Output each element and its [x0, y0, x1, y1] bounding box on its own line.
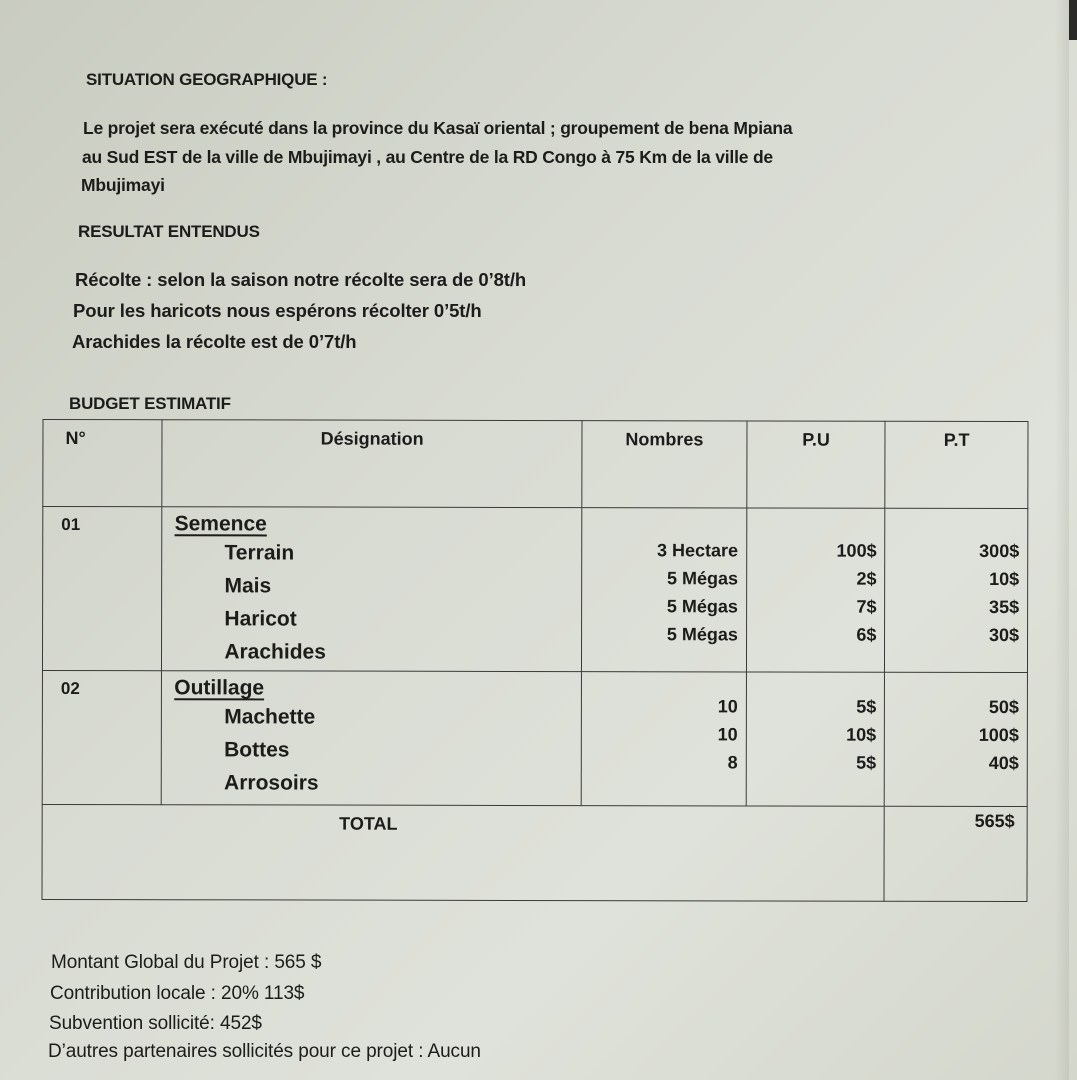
item-label: Bottes — [224, 738, 290, 762]
category-label: Outillage — [174, 676, 265, 700]
row-number: 02 — [42, 670, 162, 804]
total-value: 565$ — [884, 806, 1027, 901]
pu-value: 5$ — [856, 696, 877, 717]
col-header-pt: P.T — [885, 421, 1028, 508]
page-edge-fold — [1055, 0, 1069, 1080]
nombres-cell — [581, 672, 746, 806]
pt-value: 40$ — [988, 752, 1019, 774]
situation-line-3: Mbujimayi — [81, 175, 165, 195]
pu-value: 100$ — [836, 540, 877, 561]
table-row — [42, 670, 1027, 806]
footer-autres-partenaires: D’autres partenaires sollicités pour ce projet : Aucun — [48, 1041, 481, 1062]
col-header-number: N° — [43, 419, 163, 506]
budget-heading: BUDGET ESTIMATIF — [69, 394, 231, 413]
pu-value: 6$ — [856, 624, 877, 645]
nombres-value: 10 — [717, 724, 738, 745]
nombres-value: 5 Mégas — [666, 596, 738, 617]
designation-cell — [162, 671, 582, 806]
situation-line-2: au Sud EST de la ville de Mbujimayi , au Centre de la RD Congo à 75 Km de la ville de — [82, 147, 773, 167]
pu-cell — [746, 672, 885, 806]
resultats-heading: RESULTAT ENTENDUS — [78, 222, 260, 241]
pu-value: 7$ — [856, 596, 877, 617]
row-number: 01 — [42, 506, 162, 670]
pt-value: 35$ — [989, 596, 1020, 618]
resultats-line-2: Pour les haricots nous espérons récolter 0’5t/h — [73, 300, 482, 321]
item-label: Haricot — [224, 607, 297, 631]
footer-contribution-locale: Contribution locale : 20% 113$ — [50, 983, 305, 1004]
footer-montant-global: Montant Global du Projet : 565 $ — [51, 952, 322, 973]
designation-cell — [162, 507, 582, 672]
resultats-line-3: Arachides la récolte est de 0’7t/h — [72, 331, 357, 352]
item-label: Arachides — [224, 640, 326, 664]
footer-subvention: Subvention sollicité: 452$ — [49, 1013, 262, 1034]
nombres-value: 8 — [727, 752, 738, 773]
pt-cell — [885, 508, 1028, 672]
nombres-value: 5 Mégas — [666, 568, 739, 589]
situation-heading: SITUATION GEOGRAPHIQUE : — [86, 70, 328, 89]
total-label: TOTAL — [42, 804, 885, 901]
table-header-row — [43, 419, 1028, 508]
pt-cell — [885, 672, 1028, 806]
nombres-value: 10 — [717, 696, 738, 717]
pt-value: 50$ — [988, 696, 1019, 718]
pt-value: 300$ — [979, 540, 1020, 562]
table-row — [42, 506, 1027, 672]
col-header-pu: P.U — [747, 421, 886, 508]
budget-table — [41, 419, 1028, 902]
item-label: Terrain — [224, 541, 295, 565]
pt-value: 30$ — [988, 624, 1020, 646]
nombres-value: 3 Hectare — [656, 540, 739, 561]
total-row — [42, 804, 1027, 901]
resultats-line-1: Récolte : selon la saison notre récolte sera de 0’8t/h — [75, 269, 527, 290]
pu-cell — [746, 508, 885, 672]
pu-value: 10$ — [846, 724, 877, 745]
category-label: Semence — [174, 512, 267, 536]
col-header-designation: Désignation — [162, 420, 582, 508]
item-label: Machette — [224, 705, 316, 729]
pt-value: 10$ — [989, 568, 1020, 590]
page-edge-shadow — [1069, 0, 1077, 40]
pu-value: 5$ — [856, 752, 877, 773]
situation-line-1: Le projet sera exécuté dans la province du Kasaï oriental ; groupement de bena Mpiana — [83, 118, 793, 138]
item-label: Arrosoirs — [224, 771, 319, 795]
item-label: Mais — [224, 574, 272, 598]
pu-value: 2$ — [856, 568, 877, 589]
nombres-value: 5 Mégas — [666, 624, 738, 645]
col-header-nombres: Nombres — [582, 421, 747, 508]
nombres-cell — [581, 508, 746, 672]
pt-value: 100$ — [978, 724, 1019, 746]
